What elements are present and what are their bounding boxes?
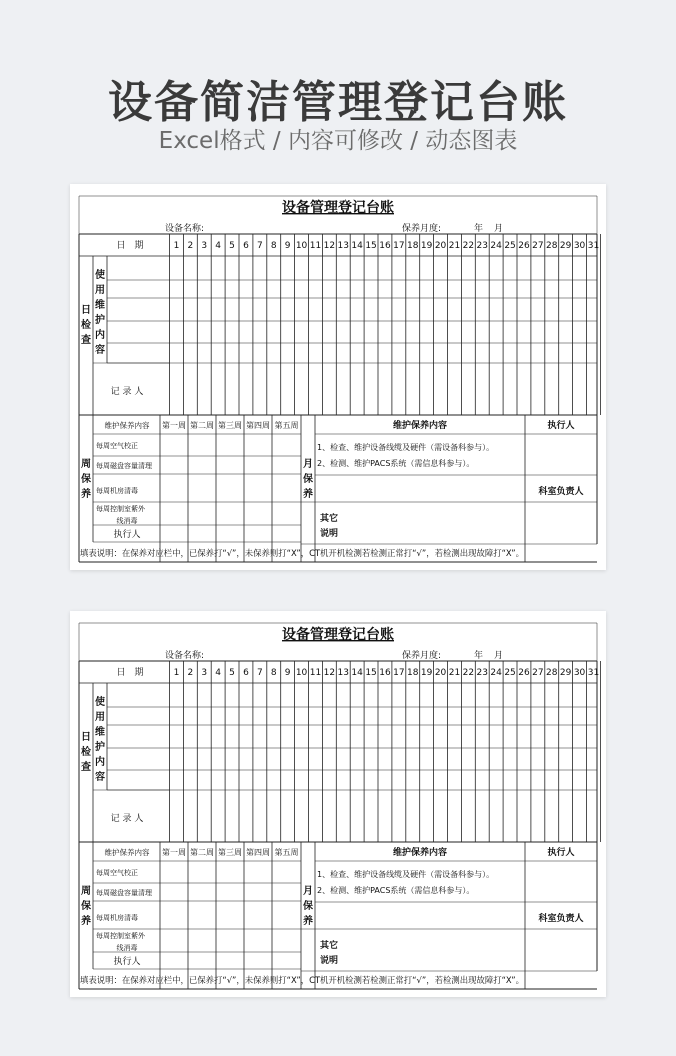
other-notes-label: 其它 (319, 941, 339, 951)
usage-maintenance-label: 使 (95, 270, 105, 281)
day-number: 12 (323, 668, 336, 678)
weekly-item: 线消毒 (116, 944, 138, 952)
monthly-item: 1、检查、维护设备线缆及硬件（需设备科参与）。 (317, 870, 495, 879)
week-header: 第五周 (274, 848, 299, 857)
weekly-item: 每周空气校正 (96, 869, 138, 877)
page-subtitle: Excel格式 / 内容可修改 / 动态图表 (158, 128, 518, 154)
monthly-maintenance-label: 养 (303, 916, 313, 927)
weekly-maintenance-label: 周 (81, 886, 91, 897)
day-number: 23 (476, 241, 488, 251)
weekly-maintenance-label: 养 (81, 489, 91, 500)
device-name-label: 设备名称: (165, 224, 205, 234)
sheet-preview-1 (70, 184, 606, 570)
day-number: 20 (434, 241, 447, 251)
other-notes-label: 说明 (319, 956, 339, 966)
monthly-maintenance-label: 月 (303, 886, 313, 897)
monthly-maintenance-label: 保 (303, 474, 313, 485)
day-number: 3 (201, 668, 208, 678)
week-header: 第四周 (246, 421, 270, 430)
sheet-preview-2 (70, 611, 606, 997)
weekly-item: 每周磁盘容量清理 (96, 889, 152, 897)
date-header: 日 期 (116, 241, 144, 251)
day-number: 13 (337, 241, 349, 251)
day-number: 9 (284, 668, 291, 678)
day-number: 25 (504, 668, 516, 678)
day-number: 17 (393, 241, 405, 251)
weekly-maintenance-label: 周 (81, 459, 91, 470)
weekly-item: 每周空气校正 (96, 442, 138, 450)
sheet-title: 设备管理登记台账 (282, 627, 394, 643)
day-number: 27 (532, 241, 544, 251)
week-header: 第四周 (246, 848, 270, 857)
weekly-maintenance-label: 养 (81, 916, 91, 927)
day-number: 18 (407, 668, 419, 678)
week-header: 第二周 (190, 848, 214, 857)
recorder-label: 记 录 人 (110, 387, 144, 397)
monthly-executor-label: 执行人 (547, 421, 575, 431)
recorder-label: 记 录 人 (110, 814, 144, 824)
monthly-header: 维护保养内容 (392, 848, 448, 858)
ledger-sheet (70, 611, 606, 997)
day-number: 7 (256, 668, 263, 678)
day-number: 29 (559, 241, 572, 251)
other-notes-label: 说明 (319, 529, 339, 539)
month-label: 保养月度: (402, 224, 442, 234)
week-header: 第一周 (162, 421, 186, 430)
footnote: 填表说明：在保养对应栏中，已保养打“√”，未保养则打“X”，CT机开机检测若检测正常打“√”，若检测出现故障打“X”。 (80, 548, 525, 558)
usage-maintenance-label: 护 (95, 742, 105, 753)
day-number: 1 (173, 241, 180, 251)
daily-check-label: 日 (81, 305, 91, 316)
week-header: 第三周 (218, 848, 242, 857)
day-number: 15 (365, 241, 377, 251)
day-number: 11 (309, 668, 322, 678)
day-number: 21 (448, 668, 461, 678)
daily-check-label: 检 (81, 747, 91, 758)
month-char-label: 月 (494, 651, 504, 661)
year-label: 年 (474, 651, 484, 661)
day-number: 12 (323, 241, 336, 251)
day-number: 10 (295, 241, 308, 251)
usage-maintenance-label: 容 (95, 772, 105, 783)
monthly-maintenance-label: 养 (303, 489, 313, 500)
day-number: 5 (229, 668, 235, 678)
day-number: 27 (532, 668, 544, 678)
monthly-item: 2、检测、维护PACS系统（需信息科参与）。 (317, 886, 475, 895)
weekly-item: 每周磁盘容量清理 (96, 462, 152, 470)
weekly-item: 每周控制室紫外 (96, 932, 145, 940)
day-number: 10 (295, 668, 308, 678)
usage-maintenance-label: 用 (95, 712, 105, 723)
dept-head-label: 科室负责人 (538, 914, 584, 924)
day-number: 31 (587, 241, 600, 251)
daily-check-label: 查 (81, 335, 91, 346)
week-header: 第一周 (162, 848, 186, 857)
usage-maintenance-label: 维 (95, 727, 105, 738)
daily-check-label: 日 (81, 732, 91, 743)
dept-head-label: 科室负责人 (538, 487, 584, 497)
day-number: 29 (559, 668, 572, 678)
day-number: 8 (270, 241, 277, 251)
day-number: 23 (476, 668, 488, 678)
day-number: 24 (490, 241, 502, 251)
day-number: 11 (309, 241, 322, 251)
monthly-executor-label: 执行人 (547, 848, 575, 858)
ledger-sheet (70, 184, 606, 570)
weekly-item: 每周控制室紫外 (96, 505, 145, 513)
weekly-item: 每周机房清毒 (96, 487, 138, 495)
day-number: 21 (448, 241, 461, 251)
day-number: 26 (518, 241, 530, 251)
week-header: 第二周 (190, 421, 214, 430)
usage-maintenance-label: 护 (95, 315, 105, 326)
monthly-item: 2、检测、维护PACS系统（需信息科参与）。 (317, 459, 475, 468)
date-header: 日 期 (116, 668, 144, 678)
weekly-header: 维护保养内容 (104, 421, 150, 430)
executor-label: 执行人 (113, 957, 141, 967)
day-number: 25 (504, 241, 516, 251)
day-number: 19 (420, 241, 433, 251)
day-number: 26 (518, 668, 530, 678)
executor-label: 执行人 (113, 530, 141, 540)
day-number: 17 (393, 668, 405, 678)
day-number: 22 (462, 668, 475, 678)
weekly-item: 线消毒 (116, 517, 138, 525)
day-number: 9 (284, 241, 291, 251)
weekly-maintenance-label: 保 (81, 474, 91, 485)
day-number: 14 (351, 241, 363, 251)
usage-maintenance-label: 使 (95, 697, 105, 708)
day-number: 16 (379, 241, 391, 251)
daily-check-label: 查 (81, 762, 91, 773)
day-number: 22 (462, 241, 475, 251)
monthly-maintenance-label: 月 (303, 459, 313, 470)
monthly-maintenance-label: 保 (303, 901, 313, 912)
day-number: 30 (573, 668, 586, 678)
day-number: 18 (407, 241, 419, 251)
day-number: 15 (365, 668, 377, 678)
page-title: 设备简洁管理登记台账 (108, 77, 568, 128)
device-name-label: 设备名称: (165, 651, 205, 661)
day-number: 5 (229, 241, 235, 251)
other-notes-label: 其它 (319, 514, 339, 524)
usage-maintenance-label: 内 (95, 757, 105, 768)
month-label: 保养月度: (402, 651, 442, 661)
day-number: 2 (187, 241, 194, 251)
day-number: 30 (573, 241, 586, 251)
day-number: 6 (243, 241, 249, 251)
year-label: 年 (474, 224, 484, 234)
weekly-item: 每周机房清毒 (96, 914, 138, 922)
day-number: 20 (434, 668, 447, 678)
day-number: 4 (215, 241, 222, 251)
sheet-title: 设备管理登记台账 (282, 200, 394, 216)
day-number: 24 (490, 668, 502, 678)
usage-maintenance-label: 用 (95, 285, 105, 296)
day-number: 8 (270, 668, 277, 678)
day-number: 13 (337, 668, 349, 678)
day-number: 6 (243, 668, 249, 678)
week-header: 第三周 (218, 421, 242, 430)
footnote: 填表说明：在保养对应栏中，已保养打“√”，未保养则打“X”，CT机开机检测若检测正常打“√”，若检测出现故障打“X”。 (80, 975, 525, 985)
day-number: 1 (173, 668, 180, 678)
day-number: 7 (256, 241, 263, 251)
week-header: 第五周 (274, 421, 299, 430)
day-number: 3 (201, 241, 208, 251)
day-number: 31 (587, 668, 600, 678)
weekly-header: 维护保养内容 (104, 848, 150, 857)
day-number: 16 (379, 668, 391, 678)
day-number: 28 (546, 668, 558, 678)
day-number: 19 (420, 668, 433, 678)
usage-maintenance-label: 容 (95, 345, 105, 356)
day-number: 14 (351, 668, 363, 678)
monthly-header: 维护保养内容 (392, 421, 448, 431)
day-number: 28 (546, 241, 558, 251)
daily-check-label: 检 (81, 320, 91, 331)
monthly-item: 1、检查、维护设备线缆及硬件（需设备科参与）。 (317, 443, 495, 452)
day-number: 4 (215, 668, 222, 678)
month-char-label: 月 (494, 224, 504, 234)
day-number: 2 (187, 668, 194, 678)
usage-maintenance-label: 维 (95, 300, 105, 311)
usage-maintenance-label: 内 (95, 330, 105, 341)
weekly-maintenance-label: 保 (81, 901, 91, 912)
